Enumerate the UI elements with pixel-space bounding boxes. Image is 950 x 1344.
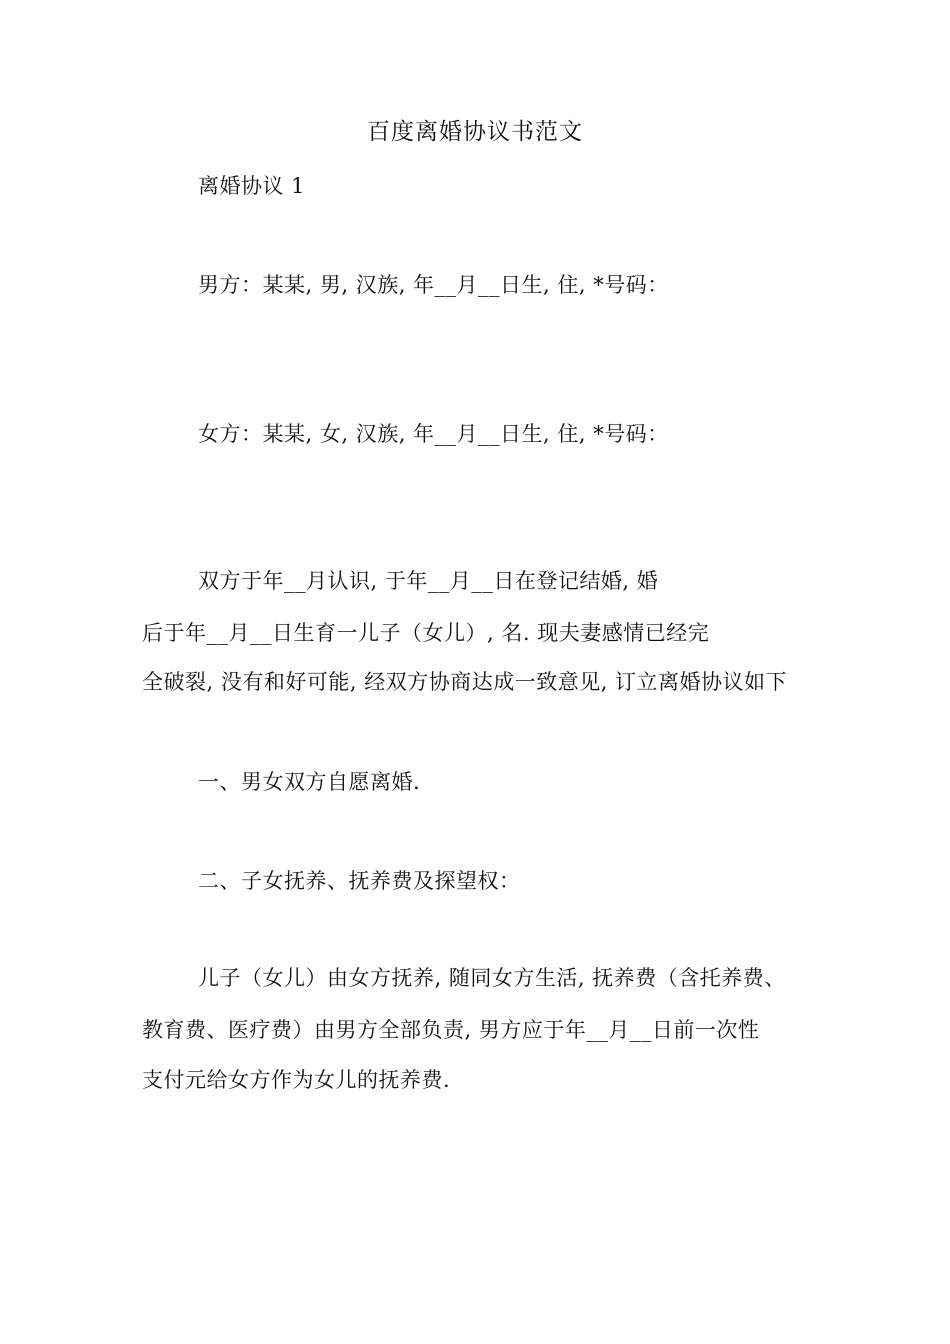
preamble-line: 双方于年__月认识, 于年__月__日在登记结婚, 婚 [198,569,659,593]
custody-line: 教育费、医疗费）由男方全部负责, 男方应于年__月__日前一次性 [142,1018,760,1042]
clause-1: 一、男女双方自愿离婚. [198,770,421,794]
preamble-line: 后于年__月__日生育一儿子（女儿）, 名. 现夫妻感情已经完 [142,621,710,645]
custody-line: 支付元给女方作为女儿的抚养费. [142,1068,451,1092]
document-title: 百度离婚协议书范文 [367,119,583,145]
custody-line: 儿子（女儿）由女方抚养, 随同女方生活, 抚养费（含托养费、 [198,966,786,990]
wife-info: 女方：某某, 女, 汉族, 年__月__日生, 住, *号码： [198,422,669,446]
preamble-line: 全破裂, 没有和好可能, 经双方协商达成一致意见, 订立离婚协议如下 [142,670,788,694]
clause-2: 二、子女抚养、抚养费及探望权： [198,869,521,893]
husband-info: 男方：某某, 男, 汉族, 年__月__日生, 住, *号码： [198,273,669,297]
subtitle: 离婚协议 1 [198,174,306,198]
